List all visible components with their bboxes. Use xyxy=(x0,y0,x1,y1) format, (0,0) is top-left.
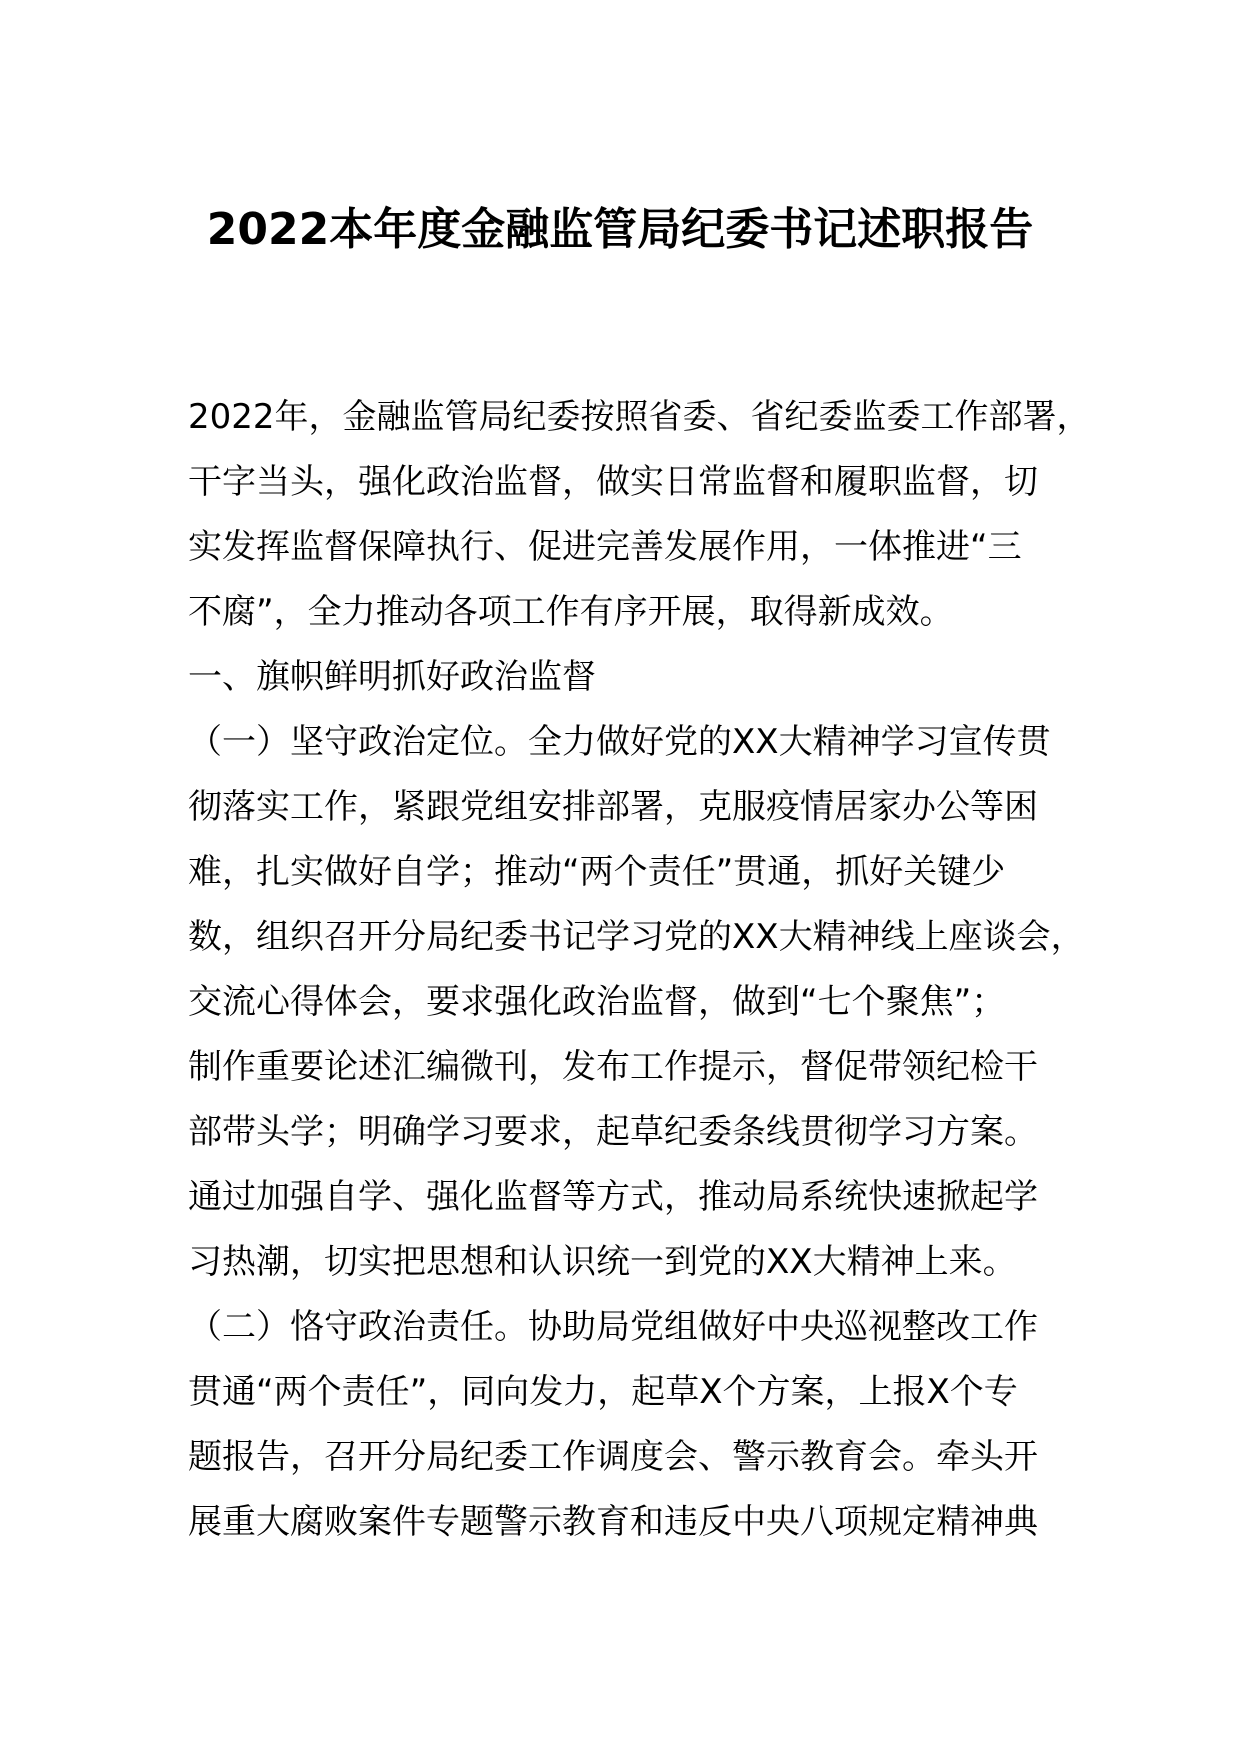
body-line: 不腐”，全力推动各项工作有序开展，取得新成效。 xyxy=(188,592,954,632)
body-line: 彻落实工作，紧跟党组安排部署，克服疫情居家办公等困 xyxy=(188,787,1038,827)
body-line: 实发挥监督保障执行、促进完善发展作用，一体推进“三 xyxy=(188,527,1022,567)
section-heading: 一、旗帜鲜明抓好政治监督 xyxy=(188,657,596,697)
document-title: 2022本年度金融监管局纪委书记述职报告 xyxy=(206,204,1034,255)
body-line: 难，扎实做好自学；推动“两个责任”贯通，抓好关键少 xyxy=(188,852,1006,892)
body-line: 干字当头，强化政治监督，做实日常监督和履职监督，切 xyxy=(188,462,1038,502)
body-line: 部带头学；明确学习要求，起草纪委条线贯彻学习方案。 xyxy=(188,1112,1038,1152)
body-line: 展重大腐败案件专题警示教育和违反中央八项规定精神典 xyxy=(188,1502,1038,1542)
body-line: 题报告，召开分局纪委工作调度会、警示教育会。牵头开 xyxy=(188,1437,1038,1477)
body-line: 制作重要论述汇编微刊，发布工作提示，督促带领纪检干 xyxy=(188,1047,1038,1087)
body-line: 贯通“两个责任”，同向发力，起草X个方案，上报X个专 xyxy=(188,1372,1018,1412)
body-line: 2022年，金融监管局纪委按照省委、省纪委监委工作部署， xyxy=(188,397,1091,437)
body-line: 通过加强自学、强化监督等方式，推动局系统快速掀起学 xyxy=(188,1177,1038,1217)
body-line: （二）恪守政治责任。协助局党组做好中央巡视整改工作 xyxy=(188,1307,1038,1347)
body-line: 交流心得体会，要求强化政治监督，做到“七个聚焦”； xyxy=(188,982,1006,1022)
body-line: 习热潮，切实把思想和认识统一到党的XX大精神上来。 xyxy=(188,1242,1017,1282)
body-line: 数，组织召开分局纪委书记学习党的XX大精神线上座谈会， xyxy=(188,917,1085,957)
document-body xyxy=(188,385,1091,1555)
body-line: （一）坚守政治定位。全力做好党的XX大精神学习宣传贯 xyxy=(188,722,1051,762)
